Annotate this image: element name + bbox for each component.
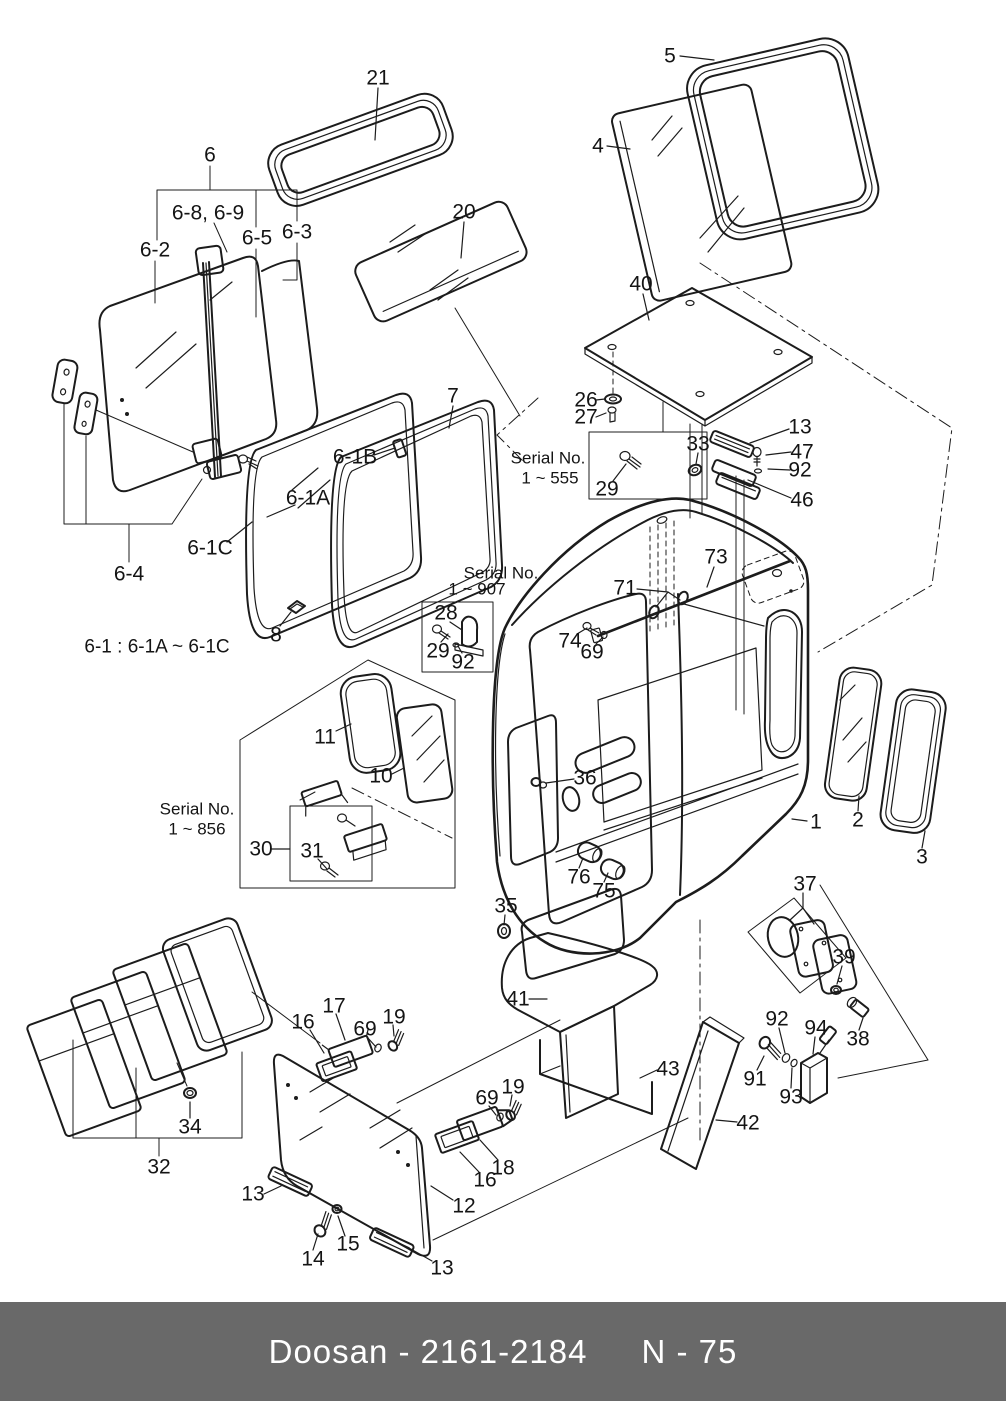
- washer-26-screw-27: [605, 395, 621, 423]
- window-part-6-1: [246, 394, 421, 638]
- part-label-69: 69: [475, 1086, 499, 1110]
- part-label-19: 19: [501, 1075, 525, 1099]
- strip-part-42: [661, 1017, 744, 1169]
- footer-bar: [0, 1302, 1006, 1401]
- part-label-43: 43: [656, 1057, 680, 1081]
- part-label-Serial-No-: Serial No.: [159, 799, 235, 819]
- part-label-1: 1: [810, 810, 822, 834]
- part-label-30: 30: [249, 837, 273, 861]
- part-label-93: 93: [779, 1085, 803, 1109]
- strips-13-46-hardware: [709, 430, 761, 714]
- part-label-29: 29: [595, 477, 619, 501]
- part-label-92: 92: [788, 458, 812, 482]
- part-label-8: 8: [270, 623, 282, 647]
- part-label-26: 26: [574, 388, 598, 412]
- part-label-6-1-6-1A-~-6-1C: 6-1 : 6-1A ~ 6-1C: [84, 636, 230, 658]
- part-label-6-2: 6-2: [139, 238, 171, 262]
- part-label-73: 73: [704, 545, 728, 569]
- section-lines: [700, 263, 952, 1140]
- part-label-13: 13: [241, 1182, 265, 1206]
- part-label-6-1C: 6-1C: [187, 536, 233, 560]
- part-label-71: 71: [613, 576, 637, 600]
- part-label-20: 20: [452, 200, 476, 224]
- part-label-6-1B: 6-1B: [332, 445, 378, 469]
- part-label-6-8-6-9: 6-8, 6-9: [171, 201, 245, 225]
- part-label-21: 21: [366, 66, 390, 90]
- bracket-box-30-31: [290, 780, 390, 881]
- part-label-2: 2: [852, 808, 864, 832]
- part-label-6: 6: [204, 143, 216, 167]
- part-label-40: 40: [629, 272, 653, 296]
- part-label-34: 34: [178, 1115, 202, 1139]
- strip-13-bottom: [369, 1227, 414, 1257]
- seal-part-7: [331, 401, 502, 648]
- part-label-41: 41: [506, 987, 530, 1011]
- part-label-1-~-907: 1 ~ 907: [448, 579, 506, 599]
- part-label-12: 12: [452, 1194, 476, 1218]
- part-label-42: 42: [736, 1111, 760, 1135]
- part-label-28: 28: [434, 601, 458, 625]
- part-label-6-5: 6-5: [241, 226, 273, 250]
- glass-part-20: [352, 199, 530, 416]
- part-label-16: 16: [291, 1010, 315, 1034]
- seal-part-3: [878, 687, 947, 835]
- part-label-38: 38: [846, 1027, 870, 1051]
- part-label-7: 7: [447, 384, 459, 408]
- seal-part-5: [682, 34, 883, 245]
- part-label-76: 76: [567, 865, 591, 889]
- part-label-31: 31: [300, 839, 324, 863]
- cab-body-part-1: [493, 499, 808, 979]
- part-label-94: 94: [804, 1016, 828, 1040]
- part-label-33: 33: [686, 432, 710, 456]
- part-label-15: 15: [336, 1232, 360, 1256]
- seal-part-21: [263, 88, 459, 211]
- part-label-39: 39: [832, 945, 856, 969]
- part-label-75: 75: [592, 879, 616, 903]
- panel-stack-32: [26, 916, 274, 1156]
- mirror-seal-11: [339, 672, 403, 775]
- glass-part-4: [610, 83, 793, 302]
- clip-part-8: [288, 601, 305, 613]
- part-label-16: 16: [473, 1168, 497, 1192]
- part-label-32: 32: [147, 1155, 171, 1179]
- part-label-29: 29: [426, 639, 450, 663]
- part-label-Serial-No-: Serial No.: [463, 563, 539, 583]
- window-assembly-6-2: [99, 245, 317, 491]
- part-label-6-1A: 6-1A: [285, 486, 331, 510]
- part-label-74: 74: [558, 629, 582, 653]
- part-label-46: 46: [790, 488, 814, 512]
- part-label-10: 10: [369, 764, 393, 788]
- glass-part-2: [823, 666, 883, 803]
- part-label-5: 5: [664, 44, 676, 68]
- part-label-1-~-856: 1 ~ 856: [168, 819, 226, 839]
- mirror-glass-10: [396, 703, 454, 803]
- part-label-35: 35: [494, 894, 518, 918]
- part-label-17: 17: [322, 994, 346, 1018]
- part-label-11: 11: [314, 725, 336, 749]
- clips-part-6-4: [51, 359, 202, 562]
- footer-doc-code: Doosan - 2161-2184: [268, 1332, 588, 1370]
- part-label-13: 13: [430, 1256, 454, 1280]
- part-label-Serial-No-: Serial No.: [510, 448, 586, 468]
- part-label-13: 13: [788, 415, 812, 439]
- footer-page-number: N - 75: [641, 1332, 738, 1370]
- part-label-91: 91: [743, 1067, 767, 1091]
- part-label-37: 37: [793, 872, 817, 896]
- part-label-18: 18: [491, 1156, 515, 1180]
- part-label-92: 92: [451, 650, 475, 674]
- part-label-69: 69: [353, 1017, 377, 1041]
- part-label-14: 14: [301, 1247, 325, 1271]
- rod-73-rings-71: [583, 561, 790, 643]
- part-label-3: 3: [916, 845, 928, 869]
- part-label-92: 92: [765, 1007, 789, 1031]
- part-label-1-~-555: 1 ~ 555: [521, 468, 579, 488]
- part-label-6-4: 6-4: [113, 562, 145, 586]
- part-label-36: 36: [573, 766, 597, 790]
- part-label-47: 47: [790, 440, 814, 464]
- part-label-4: 4: [592, 134, 604, 158]
- part-label-19: 19: [382, 1005, 406, 1029]
- part-label-27: 27: [574, 405, 598, 429]
- part-label-6-3: 6-3: [281, 220, 313, 244]
- part-label-69: 69: [580, 640, 604, 664]
